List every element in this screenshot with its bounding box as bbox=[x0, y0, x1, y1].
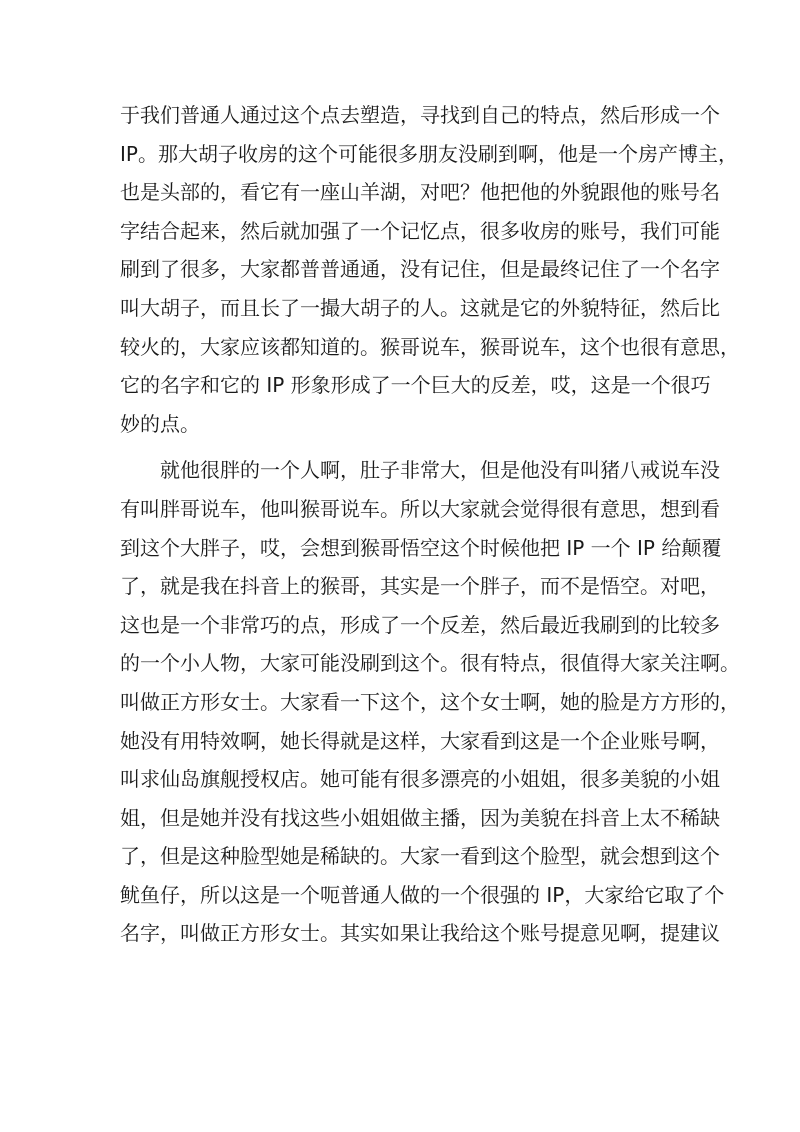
text-line: 就他很胖的一个人啊，肚子非常大，但是他没有叫猪八戒说车没 bbox=[160, 458, 720, 483]
text-line: 这也是一个非常巧的点，形成了一个反差，然后最近我刷到的比较多 bbox=[120, 612, 720, 637]
text-line: 刷到了很多，大家都普普通通，没有记住，但是最终记住了一个名字 bbox=[120, 257, 720, 282]
text-line: 它的名字和它的 IP 形象形成了一个巨大的反差，哎，这是一个很巧 bbox=[120, 373, 711, 398]
text-line: 到这个大胖子，哎，会想到猴哥悟空这个时候他把 IP 一个 IP 给颠覆 bbox=[120, 535, 722, 560]
text-line: 也是头部的，看它有一座山羊湖，对吧？他把他的外貌跟他的账号名 bbox=[120, 180, 720, 205]
text-line: IP。那大胡子收房的这个可能很多朋友没刷到啊，他是一个房产博主， bbox=[120, 141, 738, 166]
text-line: 较火的，大家应该都知道的。猴哥说车，猴哥说车，这个也很有意思， bbox=[120, 334, 740, 359]
paragraph-2 bbox=[120, 451, 740, 953]
text-line: 有叫胖哥说车，他叫猴哥说车。所以大家就会觉得很有意思，想到看 bbox=[120, 496, 720, 521]
text-line: 了，就是我在抖音上的猴哥，其实是一个胖子，而不是悟空。对吧， bbox=[120, 574, 720, 599]
text-line: 的一个小人物，大家可能没刷到这个。很有特点，很值得大家关注啊。 bbox=[120, 651, 740, 676]
text-line: 叫做正方形女士。大家看一下这个，这个女士啊，她的脸是方方形的， bbox=[120, 689, 740, 714]
text-line: 名字，叫做正方形女士。其实如果让我给这个账号提意见啊，提建议 bbox=[120, 921, 720, 946]
text-line: 了，但是这种脸型她是稀缺的。大家一看到这个脸型，就会想到这个 bbox=[120, 844, 720, 869]
text-line: 字结合起来，然后就加强了一个记忆点，很多收房的账号，我们可能 bbox=[120, 218, 720, 243]
paragraph-1 bbox=[120, 96, 740, 443]
document-body bbox=[120, 96, 740, 953]
paragraph-spacer bbox=[120, 443, 682, 451]
text-line: 妙的点。 bbox=[120, 411, 200, 436]
text-line: 她没有用特效啊，她长得就是这样，大家看到这是一个企业账号啊， bbox=[120, 728, 720, 753]
text-line: 于我们普通人通过这个点去塑造，寻找到自己的特点，然后形成一个 bbox=[120, 103, 720, 127]
text-line: 鱿鱼仔，所以这是一个呃普通人做的一个很强的 IP，大家给它取了个 bbox=[120, 882, 725, 907]
text-line: 叫大胡子，而且长了一撮大胡子的人。这就是它的外貌特征，然后比 bbox=[120, 295, 720, 320]
text-line: 叫求仙岛旗舰授权店。她可能有很多漂亮的小姐姐，很多美貌的小姐 bbox=[120, 767, 720, 792]
text-line: 姐，但是她并没有找这些小姐姐做主播，因为美貌在抖音上太不稀缺 bbox=[120, 805, 720, 830]
